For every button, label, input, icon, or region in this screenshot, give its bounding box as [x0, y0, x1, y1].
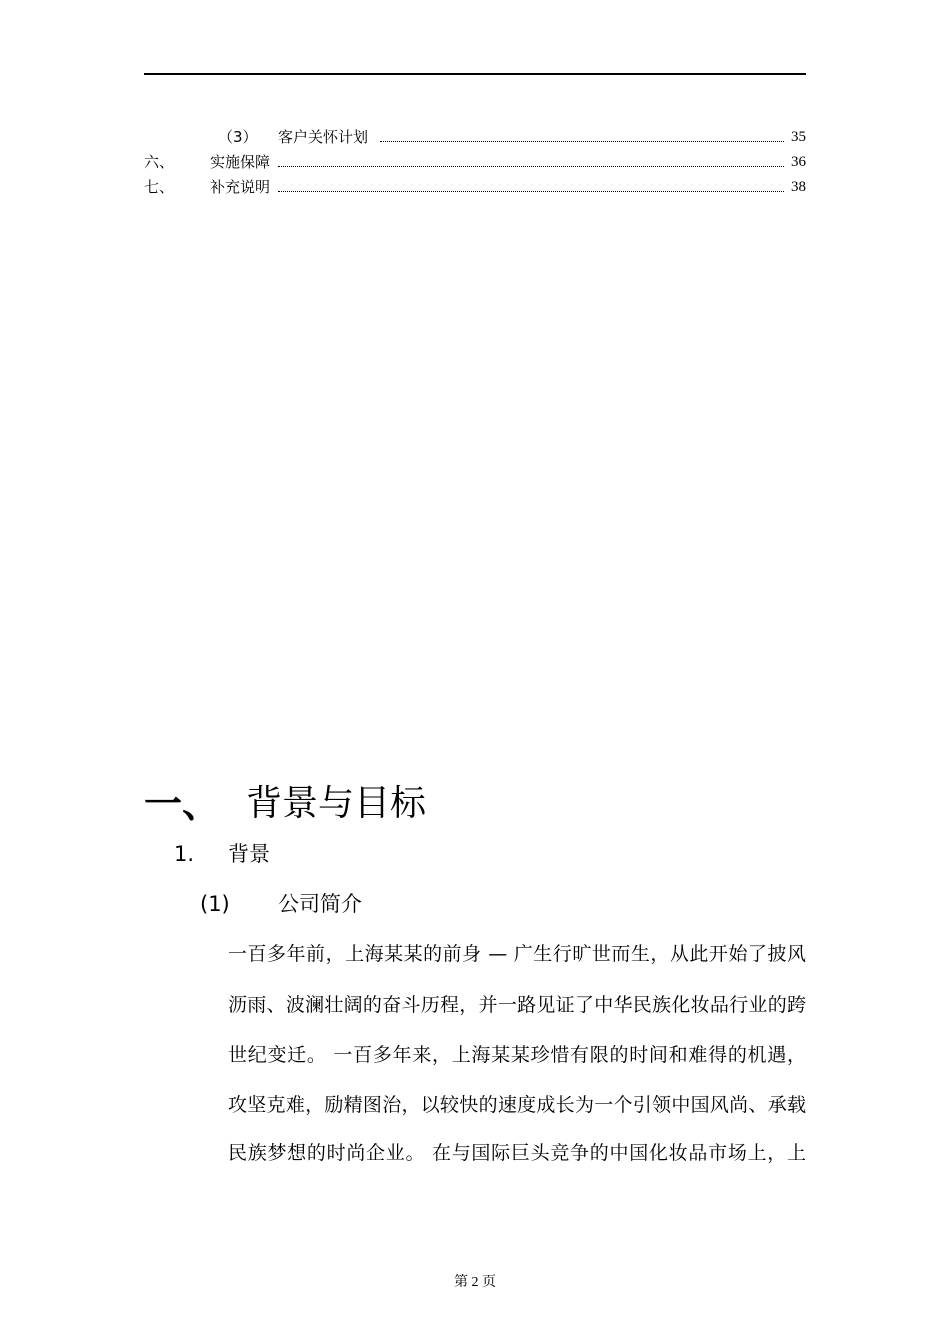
- paragraph-line: 沥雨、波澜壮阔的奋斗历程，并一路见证了中华民族化妆品行业的跨: [228, 994, 806, 1016]
- paragraph-line: 民族梦想的时尚企业。 在与国际巨头竞争的中国化妆品市场上，上: [228, 1142, 806, 1164]
- page-number-footer: 第 2 页: [454, 1275, 496, 1290]
- heading3-title: 公司简介: [278, 892, 362, 916]
- heading3-number: (1): [200, 892, 230, 916]
- toc-entry-title: 客户关怀计划: [278, 128, 369, 146]
- toc-entry-page: 38: [791, 179, 806, 195]
- toc-entry-number: （3）: [218, 128, 258, 146]
- toc-entry-number: 七、: [144, 178, 175, 196]
- paragraph-line: 一百多年前，上海某某的前身 — 广生行旷世而生，从此开始了披风: [228, 943, 806, 965]
- toc-entry[interactable]: [144, 177, 806, 197]
- toc-entry[interactable]: [144, 127, 806, 147]
- paragraph-line: 攻坚克难，励精图治，以较快的速度成长为一个引领中国风尚、承载: [228, 1094, 806, 1116]
- toc-entry-page: 36: [791, 154, 806, 170]
- toc-entry-title: 补充说明: [210, 178, 271, 196]
- paragraph-line: 世纪变迁。 一百多年来，上海某某珍惜有限的时间和难得的机遇，: [228, 1044, 806, 1066]
- toc-leader-dots: [278, 152, 784, 167]
- heading2-number: 1.: [174, 842, 195, 866]
- toc-leader-dots: [380, 127, 784, 142]
- header-rule: [144, 73, 806, 75]
- toc-entry-number: 六、: [144, 153, 175, 171]
- toc-entry[interactable]: [144, 152, 806, 172]
- heading2-title: 背景: [228, 842, 270, 866]
- heading1-title: 背景与目标: [246, 783, 427, 824]
- heading1-number: 一、: [144, 782, 221, 826]
- toc-entry-title: 实施保障: [210, 153, 271, 171]
- toc-entry-page: 35: [791, 129, 806, 145]
- toc-leader-dots: [278, 177, 784, 192]
